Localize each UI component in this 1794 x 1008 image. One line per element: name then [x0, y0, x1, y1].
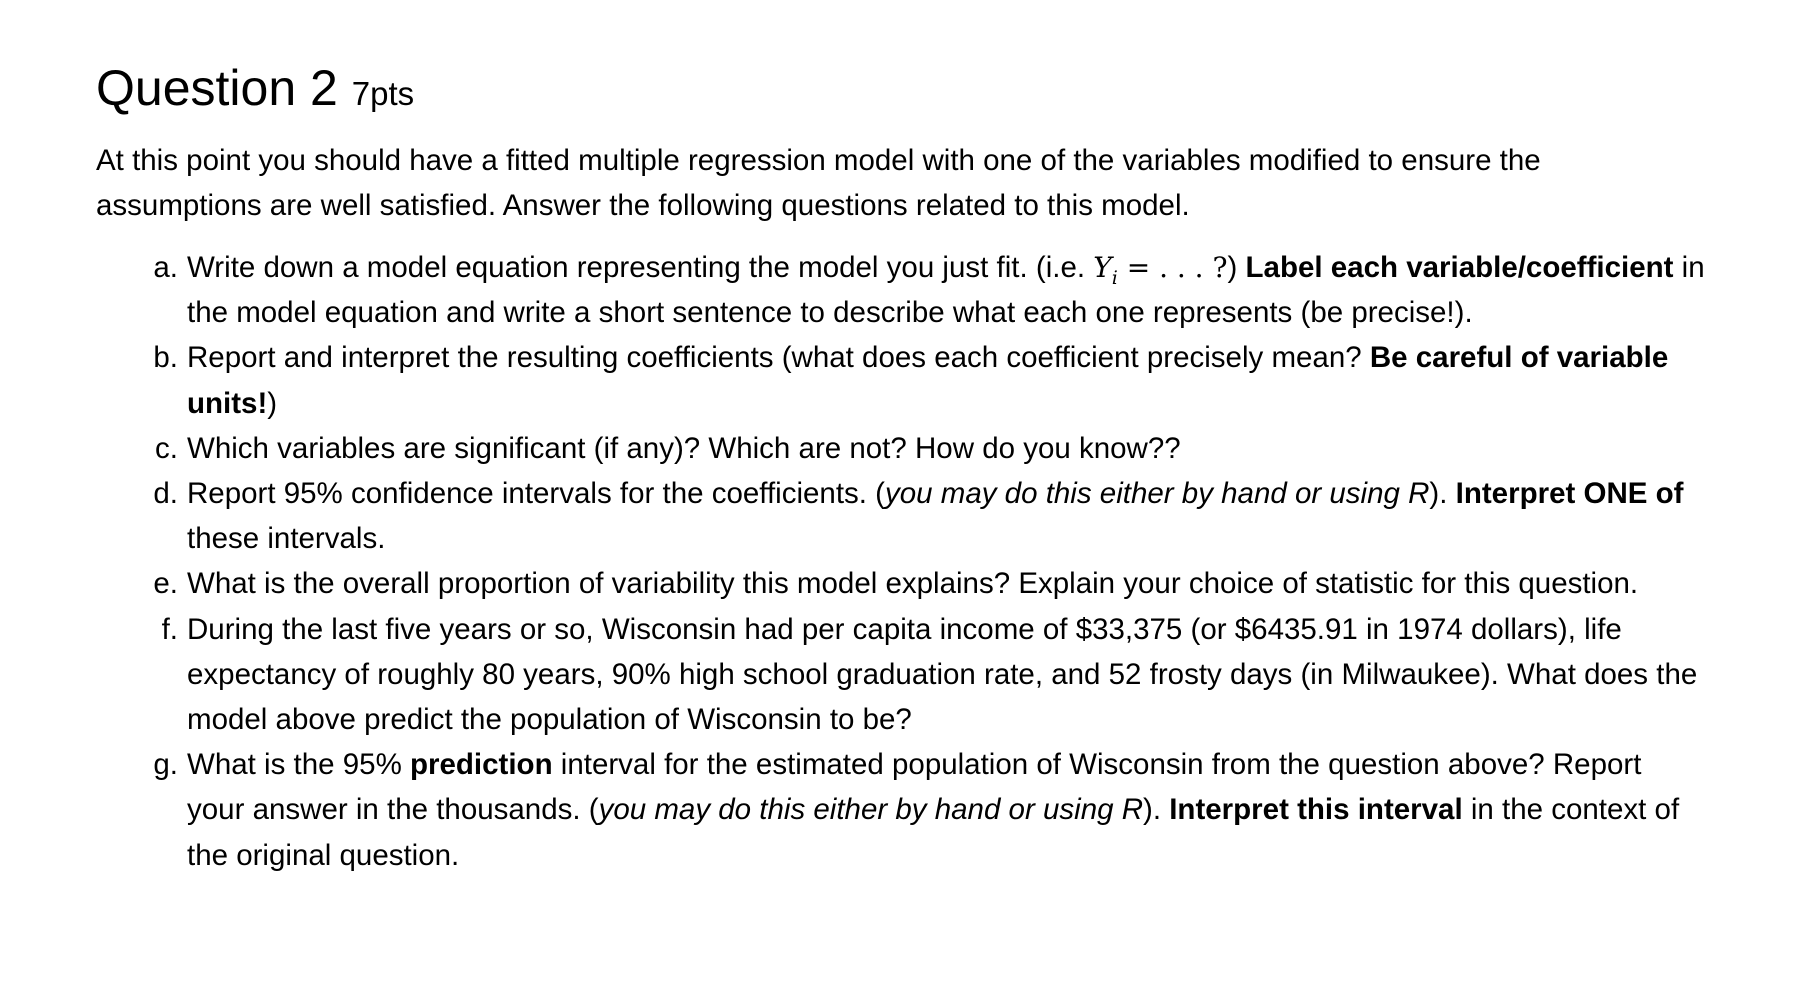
math-variable: Y — [1093, 251, 1112, 284]
bold-text: Be careful of variable units! — [187, 341, 1669, 420]
bold-text: Interpret ONE of — [1455, 477, 1684, 511]
question-document — [96, 58, 1706, 878]
question-marker: b. — [153, 341, 178, 375]
question-text — [187, 432, 1181, 465]
text-segment: ). — [1429, 477, 1456, 511]
text-segment: What is the 95% — [187, 748, 410, 782]
question-marker: d. — [153, 477, 178, 511]
text-segment: What is the overall proportion of variability this model explains? Explain your choice of statistic for this question. — [187, 567, 1639, 601]
math-subscript: i — [1111, 267, 1118, 289]
text-segment: in the model equation and write a short sentence to describe what each one represents (be precise!). — [187, 251, 1705, 330]
text-segment: Report and interpret the resulting coefficients (what does each coefficient precisely mean? — [187, 341, 1370, 375]
question-item — [96, 426, 1706, 471]
question-text — [187, 748, 1679, 871]
text-segment: Write down a model equation representing the model you just fit. (i.e. — [187, 251, 1094, 284]
math-expression — [1093, 251, 1228, 289]
question-marker: g. — [153, 748, 178, 782]
intro-paragraph: At this point you should have a fitted multiple regression model with one of the variables modified to ensure the assumptions are well satisfied. Answer the following questions related to this model. — [96, 144, 1541, 222]
text-segment: During the last five years or so, Wisconsin had per capita income of $33,375 (or $6435.91 in 1974 dollars), life expectancy of roughly 80 years, 90% high school graduation rate, and 52 frosty days (in Milwaukee). What does the model above predict the population of Wisconsin to be? — [187, 612, 1698, 737]
question-item — [96, 742, 1706, 878]
question-item — [96, 335, 1706, 425]
question-text — [187, 477, 1683, 555]
question-marker: a. — [153, 251, 178, 284]
text-segment: Which variables are significant (if any)? Which are not? How do you know?? — [187, 431, 1181, 465]
question-marker: c. — [155, 431, 178, 465]
italic-text: you may do this either by hand or using R — [598, 793, 1144, 827]
question-heading — [96, 58, 1706, 118]
question-marker: e. — [153, 567, 178, 601]
bold-text: Interpret this interval — [1169, 793, 1463, 827]
text-segment: interval for the estimated population of Wisconsin from the question above? Report your answer in the thousands. ( — [187, 748, 1642, 827]
question-item — [96, 607, 1706, 743]
math-rest: = . . . ? — [1117, 251, 1228, 284]
question-points: 7pts — [351, 75, 415, 112]
bold-text: prediction — [410, 748, 553, 782]
text-segment: Report 95% confidence intervals for the coefficients. ( — [187, 477, 885, 511]
question-item — [96, 471, 1706, 561]
question-title: Question 2 — [96, 60, 338, 116]
question-text — [187, 251, 1705, 329]
question-item — [96, 561, 1706, 606]
text-segment: ) — [267, 386, 278, 420]
question-text — [187, 613, 1697, 736]
question-text — [187, 567, 1638, 600]
italic-text: you may do this either by hand or using R — [885, 477, 1430, 511]
question-item — [96, 245, 1706, 335]
bold-text: Label each variable/coefficient — [1245, 251, 1674, 284]
question-list — [96, 245, 1706, 878]
question-text — [187, 341, 1668, 419]
text-segment: in the context of the original question. — [187, 793, 1680, 872]
text-segment: ). — [1143, 793, 1170, 827]
text-segment: ) — [1227, 251, 1246, 284]
text-segment: these intervals. — [187, 522, 386, 556]
question-marker: f. — [161, 612, 178, 646]
